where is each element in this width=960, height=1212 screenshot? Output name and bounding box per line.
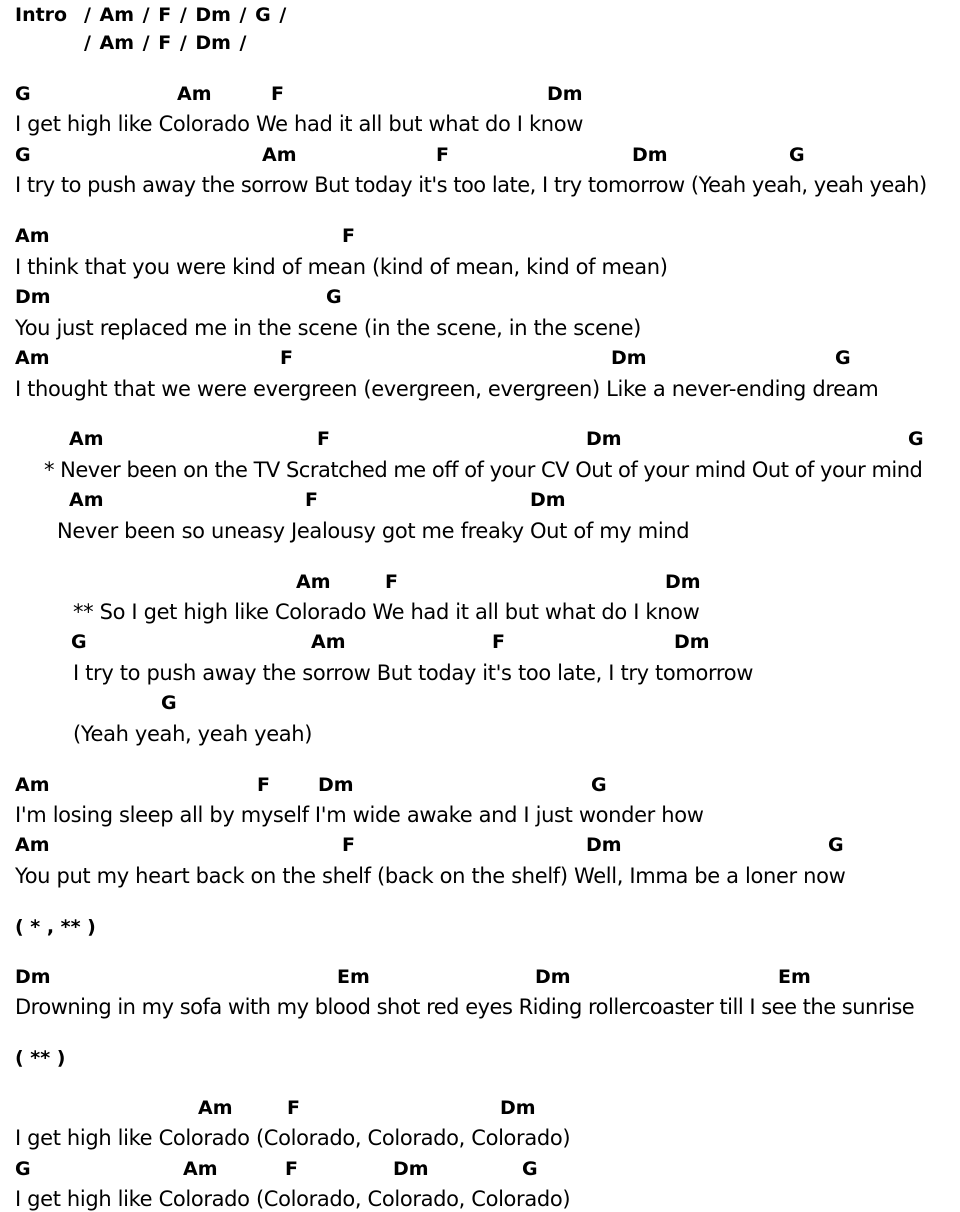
chord-row: [0, 144, 960, 174]
chord: Dm: [586, 428, 622, 450]
chord-row: [0, 1158, 960, 1188]
repeat-marker: ( * , ** ): [15, 916, 96, 938]
chord: Am: [296, 571, 331, 593]
chord-row: [0, 571, 960, 601]
chord: Am: [15, 225, 50, 247]
chord: Am: [69, 428, 104, 450]
chord-row: [0, 347, 960, 377]
chord: Am: [15, 774, 50, 796]
lyric-line: I thought that we were evergreen (evergreen, evergreen) Like a never-ending dream: [15, 377, 879, 401]
chord: Dm: [674, 631, 710, 653]
chord: G: [835, 347, 851, 369]
lyric-line: * Never been on the TV Scratched me off of your CV Out of your mind Out of your mind: [44, 458, 923, 482]
lyric-line: I get high like Colorado (Colorado, Colorado, Colorado): [15, 1126, 571, 1150]
intro-progression-1: / Am / F / Dm / G /: [84, 4, 287, 26]
lyric-line: You put my heart back on the shelf (back on the shelf) Well, Imma be a loner now: [15, 864, 846, 888]
lyric-line: ** So I get high like Colorado We had it all but what do I know: [73, 600, 700, 624]
chord: F: [492, 631, 505, 653]
lyric-line: Never been so uneasy Jealousy got me freaky Out of my mind: [57, 519, 690, 543]
repeat-marker: ( ** ): [15, 1047, 66, 1069]
chord: F: [280, 347, 293, 369]
chord: Dm: [393, 1158, 429, 1180]
chord: G: [591, 774, 607, 796]
chord: Dm: [665, 571, 701, 593]
chord: G: [522, 1158, 538, 1180]
chord: Dm: [15, 286, 51, 308]
chord-row: [0, 966, 960, 996]
chord: Am: [198, 1097, 233, 1119]
chord: Dm: [530, 489, 566, 511]
lyric-line: You just replaced me in the scene (in the scene, in the scene): [15, 316, 642, 340]
chord-row: [0, 286, 960, 316]
chord: Dm: [15, 966, 51, 988]
chord: F: [342, 225, 355, 247]
chord-row: [0, 225, 960, 255]
chord: Dm: [611, 347, 647, 369]
chord: Dm: [535, 966, 571, 988]
lyric-line: Drowning in my sofa with my blood shot red eyes Riding rollercoaster till I see the sunrise: [15, 995, 915, 1019]
chord: G: [828, 834, 844, 856]
chord: G: [789, 144, 805, 166]
chord: G: [161, 692, 177, 714]
chord-row: [0, 83, 960, 113]
chord: F: [285, 1158, 298, 1180]
chord: G: [15, 144, 31, 166]
chord: Dm: [586, 834, 622, 856]
chord: Am: [311, 631, 346, 653]
chord: Am: [15, 834, 50, 856]
chord: G: [908, 428, 924, 450]
chord-row: [0, 631, 960, 661]
lyric-line: I'm losing sleep all by myself I'm wide awake and I just wonder how: [15, 803, 704, 827]
chord: F: [385, 571, 398, 593]
lyric-line: I get high like Colorado (Colorado, Colorado, Colorado): [15, 1187, 571, 1211]
chord-row: [0, 774, 960, 804]
chord: F: [342, 834, 355, 856]
lyric-line: I get high like Colorado We had it all but what do I know: [15, 112, 584, 136]
lyric-line: I try to push away the sorrow But today it's too late, I try tomorrow: [73, 661, 754, 685]
chord: Am: [177, 83, 212, 105]
chord: Dm: [547, 83, 583, 105]
chord: F: [305, 489, 318, 511]
chord: F: [436, 144, 449, 166]
chord: F: [271, 83, 284, 105]
chord: F: [287, 1097, 300, 1119]
chord: Em: [778, 966, 811, 988]
chord-row: [0, 1097, 960, 1127]
chord-row: [0, 692, 960, 722]
intro-label: Intro: [15, 4, 68, 26]
chord: G: [71, 631, 87, 653]
chord: Em: [337, 966, 370, 988]
chord: Am: [69, 489, 104, 511]
lyric-line: I think that you were kind of mean (kind of mean, kind of mean): [15, 255, 668, 279]
chord-row: [0, 489, 960, 519]
chord: Am: [262, 144, 297, 166]
chord-row: [0, 428, 960, 458]
lyric-line: (Yeah yeah, yeah yeah): [73, 722, 313, 746]
chord: G: [15, 83, 31, 105]
chord: Dm: [500, 1097, 536, 1119]
chord: F: [257, 774, 270, 796]
chord-row: [0, 834, 960, 864]
chord: Dm: [632, 144, 668, 166]
chord: G: [15, 1158, 31, 1180]
chord: Am: [183, 1158, 218, 1180]
chord: Dm: [318, 774, 354, 796]
chord: Am: [15, 347, 50, 369]
lyric-line: I try to push away the sorrow But today it's too late, I try tomorrow (Yeah yeah, yeah yeah): [15, 173, 927, 197]
intro-progression-2: / Am / F / Dm /: [84, 32, 247, 54]
chord: G: [326, 286, 342, 308]
chord: F: [317, 428, 330, 450]
